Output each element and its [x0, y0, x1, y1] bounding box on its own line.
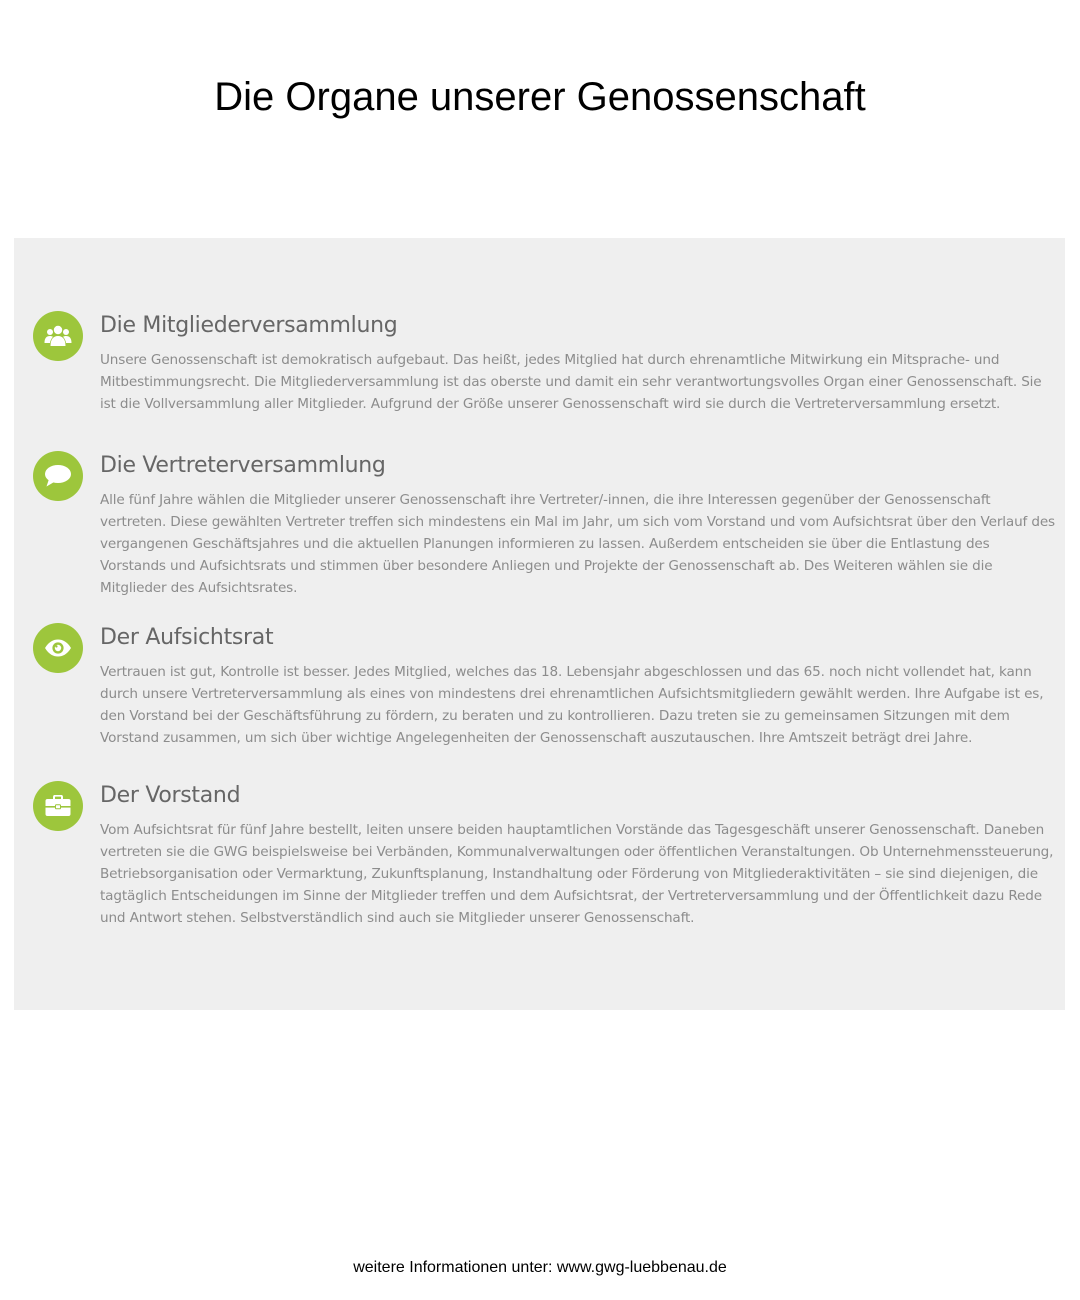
- organ-description: Vertrauen ist gut, Kontrolle ist besser. Jedes Mitglied, welches das 18. Lebensjahr abgeschlossen und das 65. noch nicht vollendet hat, kann durch unsere Vertreterversammlung als eines von mindestens drei ehrenamtlichen Aufsichtsmitgliedern gewählt werden. Ihre Aufgabe ist es, den Vorstand bei der Geschäftsführung zu fördern, zu beraten und zu kontrollieren. Dazu treten sie zu gemeinsamen Sitzungen mit dem Vorstand zusammen, um sich über wichtige Angelegenheiten der Genossenschaft auszutauschen. Ihre Amtszeit beträgt drei Jahre.: [100, 664, 1044, 746]
- page-title: Die Organe unserer Genossenschaft: [214, 75, 866, 119]
- organ-content: [100, 311, 1056, 415]
- organ-description: Alle fünf Jahre wählen die Mitglieder unserer Genossenschaft ihre Vertreter/-innen, die ihre Interessen gegenüber der Genossenschaft vertreten. Diese gewählten Vertreter treffen sich mindestens ein Mal im Jahr, um sich vom Vorstand und vom Aufsichtsrat über den Verlauf des vergangenen Geschäftsjahres und die aktuellen Planungen informieren zu lassen. Außerdem entscheiden sie über die Entlastung des Vorstands und Aufsichtsrats und stimmen über besondere Anliegen und Projekte der Genossenschaft ab. Des Weiteren wählen sie die Mitglieder des Aufsichtsrates.: [100, 492, 1055, 596]
- organ-content: [100, 451, 1056, 599]
- organ-title: Die Vertreterversammlung: [100, 453, 386, 478]
- organ-title: Der Aufsichtsrat: [100, 625, 274, 650]
- organ-description: Vom Aufsichtsrat für fünf Jahre bestellt, leiten unsere beiden hauptamtlichen Vorstände das Tagesgeschäft unserer Genossenschaft. Daneben vertreten sie die GWG beispielsweise bei Verbänden, Kommunalverwaltungen oder öffentlichen Veranstaltungen. Ob Unternehmenssteuerung, Betriebsorganisation oder Vermarktung, Zukunftsplanung, Instandhaltung oder Förderung von Mitgliederaktivitäten – sie sind diejenigen, die tagtäglich Entscheidungen im Sinne der Mitglieder treffen und dem Aufsichtsrat, der Vertreterversammlung und der Öffentlichkeit dazu Rede und Antwort stehen. Selbstverständlich sind auch sie Mitglieder unserer Genossenschaft.: [100, 822, 1054, 926]
- footer-info: weitere Informationen unter: www.gwg-luebbenau.de: [353, 1259, 727, 1276]
- organs-panel: [14, 238, 1065, 1010]
- briefcase-icon: [33, 781, 83, 831]
- organ-description: Unsere Genossenschaft ist demokratisch aufgebaut. Das heißt, jedes Mitglied hat durch ehrenamtliche Mitwirkung ein Mitsprache- und Mitbestimmungsrecht. Die Mitgliederversammlung ist das oberste und damit ein sehr verantwortungsvolles Organ einer Genossenschaft. Sie ist die Vollversammlung aller Mitglieder. Aufgrund der Größe unserer Genossenschaft wird sie durch die Vertreterversammlung ersetzt.: [100, 352, 1042, 412]
- organ-title: Die Mitgliederversammlung: [100, 313, 398, 338]
- organ-content: [100, 623, 1056, 749]
- users-icon: [33, 311, 83, 361]
- organ-title: Der Vorstand: [100, 783, 241, 808]
- organ-content: [100, 781, 1056, 929]
- eye-icon: [33, 623, 83, 673]
- speech-bubble-icon: [33, 451, 83, 501]
